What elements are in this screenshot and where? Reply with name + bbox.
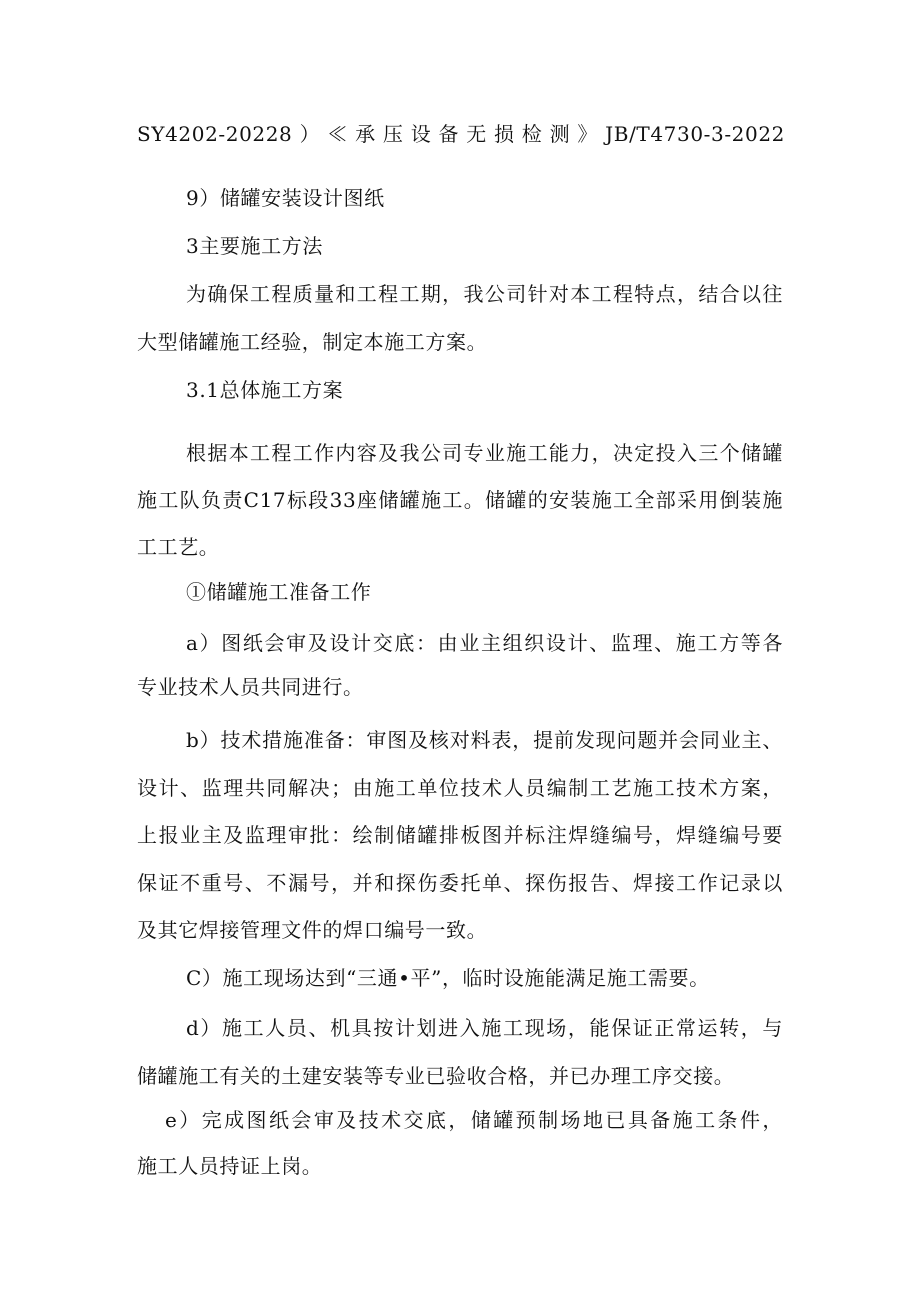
list-item-b-cont: 及其它焊接管理文件的焊口编号一致。	[137, 918, 488, 942]
paragraph-line: 根据本工程工作内容及我公司专业施工能力，决定投入三个储罐	[186, 441, 783, 465]
section-heading-3: 3主要施工方法	[186, 234, 323, 258]
list-item-a-cont: 专业技术人员共同进行。	[137, 675, 364, 699]
list-item-b-cont: 上报业主及监理审批：绘制储罐排板图并标注焊缝编号，焊缝编号要	[137, 823, 783, 847]
list-item-9: 9）储罐安装设计图纸	[186, 186, 385, 210]
list-item-c: C）施工现场达到“三通•平”，临时设施能满足施工需要。	[186, 966, 710, 990]
list-item-b-cont: 设计、监理共同解决；由施工单位技术人员编制工艺施工技术方案，	[137, 776, 783, 800]
list-item-e: e）完成图纸会审及技术交底，储罐预制场地已具备施工条件，	[165, 1108, 783, 1132]
paragraph-line: 大型储罐施工经验，制定本施工方案。	[137, 330, 488, 354]
standard-reference-line: SY4202-20228）≪承压设备无损检测》JB/T4730-3-2022	[137, 122, 785, 146]
section-heading-3-1: 3.1总体施工方案	[186, 378, 344, 402]
paragraph-line: 施工队负责C17标段33座储罐施工。储罐的安装施工全部采用倒装施	[137, 488, 783, 512]
list-item-d-cont: 储罐施工有关的土建安装等专业已验收合格，并已办理工序交接。	[137, 1064, 735, 1088]
list-item-d: d）施工人员、机具按计划进入施工现场，能保证正常运转，与	[186, 1016, 783, 1040]
list-item-b: b）技术措施准备：审图及核对料表，提前发现问题并会同业主、	[186, 728, 783, 752]
list-item-e-cont: 施工人员持证上岗。	[137, 1154, 323, 1178]
paragraph-line: 工工艺。	[137, 535, 220, 559]
paragraph-line: 为确保工程质量和工程工期，我公司针对本工程特点，结合以往	[186, 282, 783, 306]
list-item-a: a）图纸会审及设计交底：由业主组织设计、监理、施工方等各	[186, 631, 783, 655]
list-item-b-cont: 保证不重号、不漏号，并和探伤委托单、探伤报告、焊接工作记录以	[137, 871, 783, 895]
subsection-heading: ①储罐施工准备工作	[186, 580, 372, 604]
